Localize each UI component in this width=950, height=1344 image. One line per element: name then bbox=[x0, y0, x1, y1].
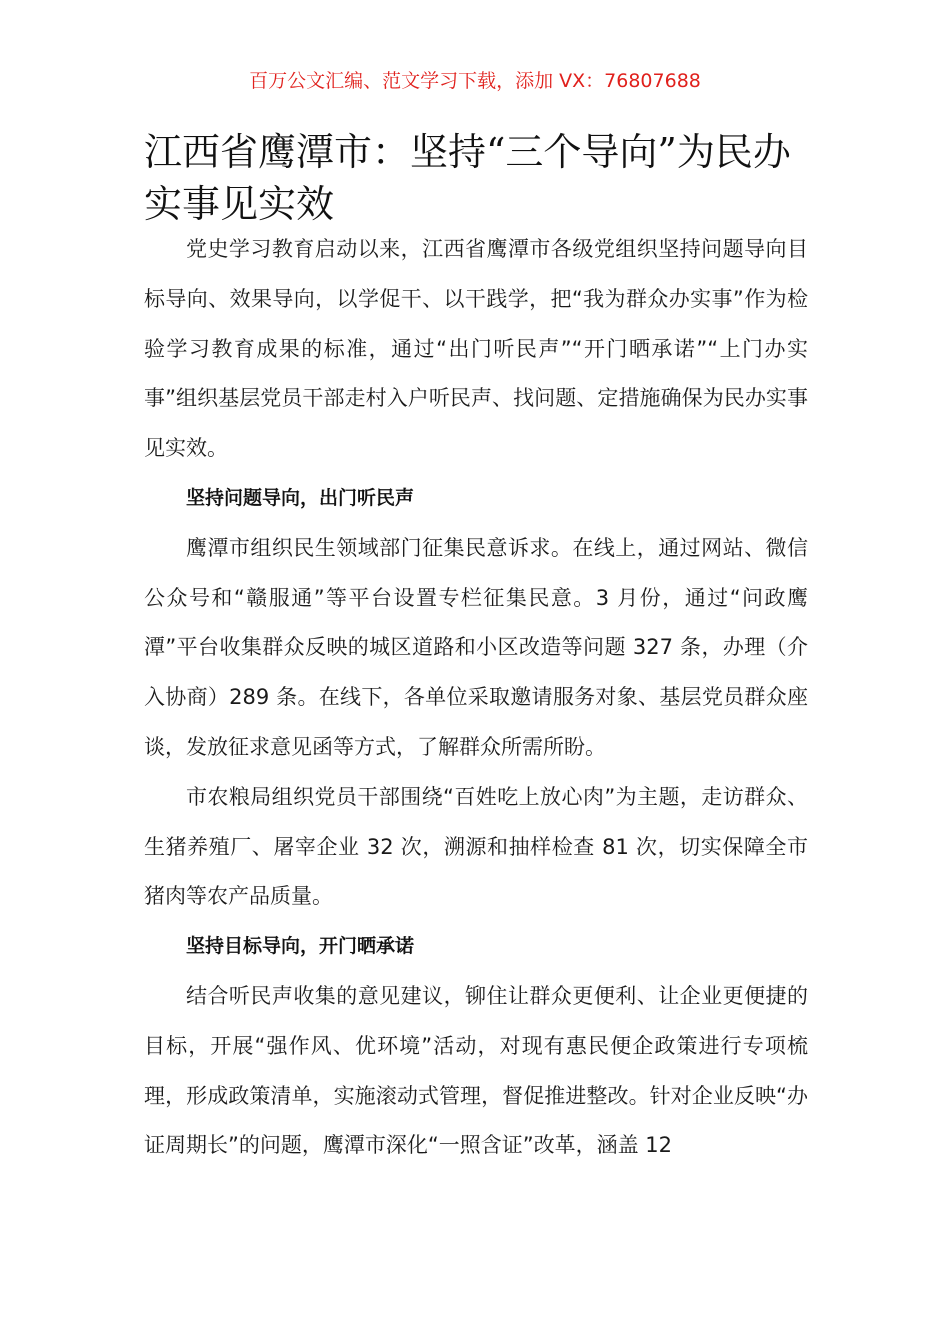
paragraph-intro: 党史学习教育启动以来，江西省鹰潭市各级党组织坚持问题导向目标导向、效果导向，以学促干、以干践学，把“我为群众办实事”作为检验学习教育成果的标准，通过“出门听民声”“开门晒承诺”“上门办实事”组织基层党员干部走村入户听民声、找问题、定措施确保为民办实事见实效。 bbox=[144, 237, 808, 461]
watermark-banner: 百万公文汇编、范文学习下载，添加 VX：76807688 bbox=[249, 70, 701, 92]
article-body bbox=[144, 225, 808, 1171]
paragraph-commitments: 结合听民声收集的意见建议，铆住让群众更便利、让企业更便捷的目标，开展“强作风、优环境”活动，对现有惠民便企政策进行专项梳理，形成政策清单，实施滚动式管理，督促推进整改。针对企业反映“办证周期长”的问题，鹰潭市深化“一照含证”改革，涵盖 12 bbox=[144, 983, 808, 1158]
paragraph-agriculture-bureau: 市农粮局组织党员干部围绕“百姓吃上放心肉”为主题，走访群众、生猪养殖厂、屠宰企业 32 次，溯源和抽样检查 81 次，切实保障全市猪肉等农产品质量。 bbox=[144, 784, 808, 909]
section-heading-goal-oriented: 坚持目标导向，开门晒承诺 bbox=[186, 935, 415, 958]
article-title: 江西省鹰潭市：坚持“三个导向”为民办实事见实效 bbox=[144, 130, 791, 226]
section-heading-problem-oriented: 坚持问题导向，出门听民声 bbox=[186, 486, 415, 509]
paragraph-collect-opinions: 鹰潭市组织民生领域部门征集民意诉求。在线上，通过网站、微信公众号和“赣服通”等平台设置专栏征集民意。3 月份，通过“问政鹰潭”平台收集群众反映的城区道路和小区改造等问题 327 条，办理（介入协商）289 条。在线下，各单位采取邀请服务对象、基层党员群众座谈，发放征求意见函等方式，了解群众所需所盼。 bbox=[144, 535, 808, 759]
